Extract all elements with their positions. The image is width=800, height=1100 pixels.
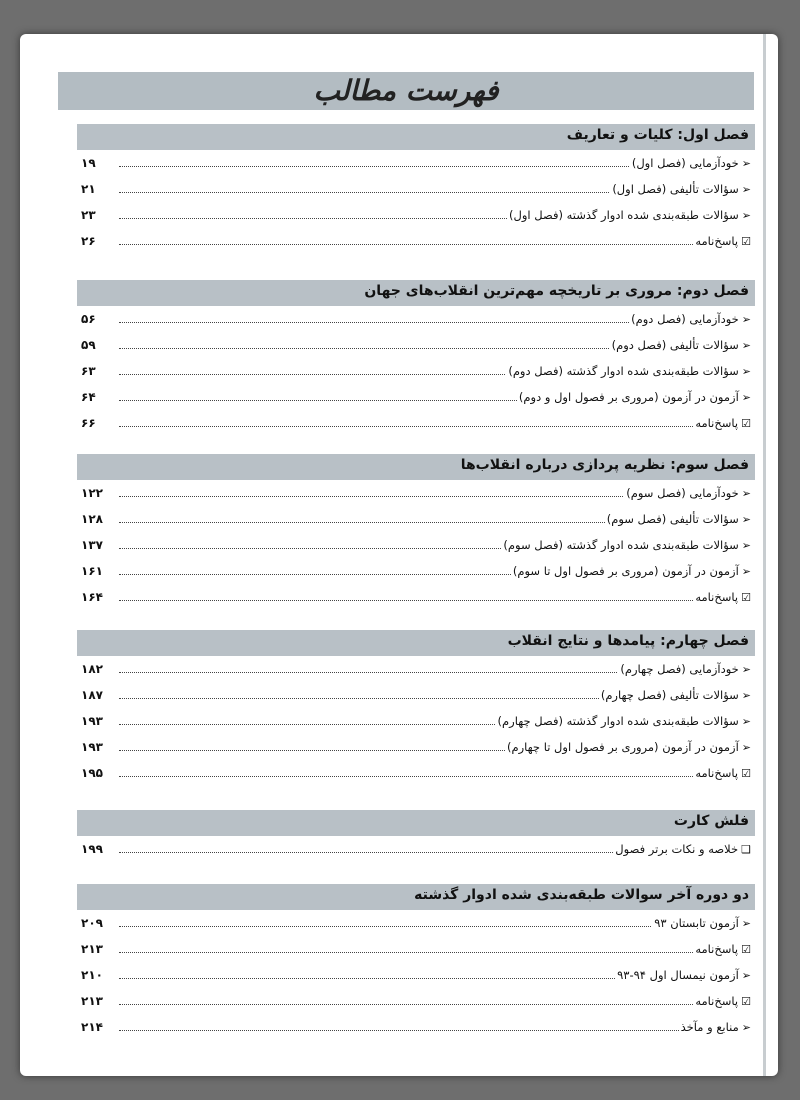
arrow-bullet-icon: ➢ xyxy=(741,339,751,352)
toc-entry-lead xyxy=(496,714,751,728)
toc-entry-lead xyxy=(652,916,751,930)
page-number: ۲۱ xyxy=(81,182,96,196)
toc-entry-label: سؤالات تألیفی (فصل سوم) xyxy=(606,512,739,526)
toc-entries xyxy=(77,480,755,610)
toc-entry[interactable] xyxy=(77,332,755,358)
arrow-bullet-icon: ➢ xyxy=(741,663,751,676)
toc-entry-label: پاسخ‌نامه xyxy=(695,416,739,430)
checkbox-checked-icon: ☑ xyxy=(741,943,751,956)
section-heading-band xyxy=(77,810,755,836)
arrow-bullet-icon: ➢ xyxy=(741,365,751,378)
toc-entries xyxy=(77,306,755,436)
toc-entry-lead xyxy=(517,390,751,404)
page-number: ۱۹۳ xyxy=(81,740,103,754)
toc-entry-label: پاسخ‌نامه xyxy=(695,234,739,248)
section-heading: فصل دوم: مروری بر تاریخچه مهم‌ترین انقلاب‌های جهان xyxy=(364,283,749,299)
toc-entry-lead xyxy=(629,312,751,326)
toc-entry[interactable] xyxy=(77,760,755,786)
arrow-bullet-icon: ➢ xyxy=(741,157,751,170)
toc-section xyxy=(77,454,755,610)
toc-section xyxy=(77,630,755,786)
section-heading-band xyxy=(77,630,755,656)
toc-section xyxy=(77,124,755,254)
toc-section xyxy=(77,810,755,862)
section-heading: فصل چهارم: پیامدها و نتایج انقلاب xyxy=(507,633,749,649)
arrow-bullet-icon: ➢ xyxy=(741,209,751,222)
toc-entry-lead xyxy=(624,486,751,500)
checkbox-empty-icon: ❑ xyxy=(741,843,751,856)
page-number: ۱۹۳ xyxy=(81,714,103,728)
toc-entry-label: آزمون نیمسال اول ۹۴-۹۳ xyxy=(617,968,739,982)
page-number: ۲۱۳ xyxy=(81,942,103,956)
toc-entry[interactable] xyxy=(77,176,755,202)
toc-entry-label: آزمون در آزمون (مروری بر فصول اول و دوم) xyxy=(518,390,739,404)
toc-entry[interactable] xyxy=(77,584,755,610)
page-number: ۲۱۰ xyxy=(81,968,103,982)
title-band xyxy=(58,72,754,110)
toc-entry-label: سؤالات طبقه‌بندی شده ادوار گذشته (فصل سوم) xyxy=(503,538,739,552)
toc-entries xyxy=(77,656,755,786)
toc-entry-lead xyxy=(613,842,751,856)
page-number: ۱۹۵ xyxy=(81,766,103,780)
section-heading: دو دوره آخر سوالات طبقه‌بندی شده ادوار گذشته xyxy=(414,887,749,903)
toc-entries xyxy=(77,150,755,254)
arrow-bullet-icon: ➢ xyxy=(741,715,751,728)
page-number: ۲۰۹ xyxy=(81,916,103,930)
page-title: فهرست مطالب xyxy=(313,74,499,107)
toc-entry-label: سؤالات طبقه‌بندی شده ادوار گذشته (فصل چهارم) xyxy=(497,714,739,728)
dot-leader xyxy=(119,244,751,245)
toc-entry[interactable] xyxy=(77,306,755,332)
toc-entry-lead xyxy=(693,234,751,248)
toc-entry-label: خودآزمایی (فصل چهارم) xyxy=(620,662,739,676)
toc-entry[interactable] xyxy=(77,656,755,682)
toc-entry-label: منابع و مآخذ xyxy=(680,1020,739,1034)
toc-entry-lead xyxy=(679,1020,751,1034)
toc-entry[interactable] xyxy=(77,682,755,708)
dot-leader xyxy=(119,952,751,953)
arrow-bullet-icon: ➢ xyxy=(741,313,751,326)
toc-entry[interactable] xyxy=(77,910,755,936)
toc-page xyxy=(20,34,778,1076)
section-heading: فصل اول: کلیات و تعاریف xyxy=(566,127,749,143)
toc-entry-label: خلاصه و نکات برتر فصول xyxy=(615,842,739,856)
section-heading-band xyxy=(77,884,755,910)
dot-leader xyxy=(119,776,751,777)
toc-entry-lead xyxy=(610,338,751,352)
toc-entry-lead xyxy=(599,688,751,702)
arrow-bullet-icon: ➢ xyxy=(741,741,751,754)
toc-entry-label: سؤالات طبقه‌بندی شده ادوار گذشته (فصل دوم) xyxy=(508,364,739,378)
checkbox-checked-icon: ☑ xyxy=(741,235,751,248)
dot-leader xyxy=(119,1004,751,1005)
toc-entry-lead xyxy=(505,740,751,754)
arrow-bullet-icon: ➢ xyxy=(741,183,751,196)
toc-entry-lead xyxy=(693,942,751,956)
toc-entry-lead xyxy=(511,564,751,578)
page-number: ۱۹ xyxy=(81,156,96,170)
page-edge-rule xyxy=(763,34,766,1076)
toc-entry-lead xyxy=(610,182,751,196)
toc-entry-lead xyxy=(618,662,751,676)
toc-entry[interactable] xyxy=(77,480,755,506)
toc-section xyxy=(77,884,755,1040)
toc-entry[interactable] xyxy=(77,410,755,436)
section-heading-band xyxy=(77,124,755,150)
page-number: ۲۱۴ xyxy=(81,1020,103,1034)
checkbox-checked-icon: ☑ xyxy=(741,591,751,604)
toc-entry-label: آزمون در آزمون (مروری بر فصول اول تا چهارم) xyxy=(506,740,739,754)
toc-entry-lead xyxy=(501,538,751,552)
toc-entry[interactable] xyxy=(77,228,755,254)
page-number: ۲۱۳ xyxy=(81,994,103,1008)
page-number: ۱۳۷ xyxy=(81,538,103,552)
toc-entry[interactable] xyxy=(77,150,755,176)
toc-entry-lead xyxy=(693,416,751,430)
toc-entry-label: سؤالات تألیفی (فصل اول) xyxy=(612,182,739,196)
page-number: ۵۹ xyxy=(81,338,96,352)
toc-entry-label: پاسخ‌نامه xyxy=(695,942,739,956)
toc-entry-lead xyxy=(630,156,751,170)
checkbox-checked-icon: ☑ xyxy=(741,417,751,430)
toc-entry-label: سؤالات طبقه‌بندی شده ادوار گذشته (فصل اول) xyxy=(509,208,739,222)
toc-entry-lead xyxy=(506,364,751,378)
toc-entry[interactable] xyxy=(77,202,755,228)
toc-entry[interactable] xyxy=(77,836,755,862)
page-number: ۱۸۲ xyxy=(81,662,103,676)
page-number: ۵۶ xyxy=(81,312,96,326)
dot-leader xyxy=(119,426,751,427)
page-number: ۲۳ xyxy=(81,208,96,222)
toc-entry-label: خودآزمایی (فصل اول) xyxy=(631,156,739,170)
arrow-bullet-icon: ➢ xyxy=(741,689,751,702)
toc-entry-lead xyxy=(615,968,751,982)
toc-entry-label: خودآزمایی (فصل سوم) xyxy=(626,486,739,500)
toc-entry[interactable] xyxy=(77,734,755,760)
section-heading: فصل سوم: نظریه پردازی درباره انقلاب‌ها xyxy=(460,457,749,473)
toc-entries xyxy=(77,910,755,1040)
page-number: ۱۲۲ xyxy=(81,486,103,500)
toc-entry[interactable] xyxy=(77,708,755,734)
arrow-bullet-icon: ➢ xyxy=(741,565,751,578)
section-heading-band xyxy=(77,454,755,480)
toc-entry-lead xyxy=(693,766,751,780)
page-number: ۲۶ xyxy=(81,234,96,248)
toc-entry[interactable] xyxy=(77,936,755,962)
toc-entries xyxy=(77,836,755,862)
toc-entry-lead xyxy=(693,994,751,1008)
page-number: ۶۶ xyxy=(81,416,96,430)
toc-entry-lead xyxy=(605,512,751,526)
page-number: ۶۴ xyxy=(81,390,96,404)
arrow-bullet-icon: ➢ xyxy=(741,917,751,930)
toc-entry-lead xyxy=(693,590,751,604)
toc-entry-label: خودآزمایی (فصل دوم) xyxy=(631,312,739,326)
toc-entry-label: سؤالات تألیفی (فصل چهارم) xyxy=(600,688,739,702)
arrow-bullet-icon: ➢ xyxy=(741,487,751,500)
page-number: ۱۲۸ xyxy=(81,512,103,526)
toc-entry-lead xyxy=(507,208,751,222)
toc-entry-label: پاسخ‌نامه xyxy=(695,994,739,1008)
toc-entry-label: پاسخ‌نامه xyxy=(695,766,739,780)
page-number: ۱۹۹ xyxy=(81,842,103,856)
toc-entry[interactable] xyxy=(77,558,755,584)
toc-entry-label: آزمون تابستان ۹۳ xyxy=(654,916,739,930)
toc-entry[interactable] xyxy=(77,506,755,532)
toc-entry-label: آزمون در آزمون (مروری بر فصول اول تا سوم) xyxy=(512,564,739,578)
toc-entry[interactable] xyxy=(77,384,755,410)
arrow-bullet-icon: ➢ xyxy=(741,969,751,982)
toc-entry[interactable] xyxy=(77,988,755,1014)
toc-entry-label: پاسخ‌نامه xyxy=(695,590,739,604)
page-number: ۱۶۴ xyxy=(81,590,103,604)
toc-entry-label: سؤالات تألیفی (فصل دوم) xyxy=(611,338,739,352)
arrow-bullet-icon: ➢ xyxy=(741,1021,751,1034)
dot-leader xyxy=(119,1030,751,1031)
section-heading-band xyxy=(77,280,755,306)
arrow-bullet-icon: ➢ xyxy=(741,513,751,526)
checkbox-checked-icon: ☑ xyxy=(741,995,751,1008)
toc-entry[interactable] xyxy=(77,532,755,558)
arrow-bullet-icon: ➢ xyxy=(741,391,751,404)
toc-entry[interactable] xyxy=(77,962,755,988)
checkbox-checked-icon: ☑ xyxy=(741,767,751,780)
toc-section xyxy=(77,280,755,436)
page-number: ۶۳ xyxy=(81,364,96,378)
toc-entry[interactable] xyxy=(77,1014,755,1040)
page-number: ۱۶۱ xyxy=(81,564,103,578)
toc-entry[interactable] xyxy=(77,358,755,384)
section-heading: فلش کارت xyxy=(673,813,749,829)
dot-leader xyxy=(119,600,751,601)
arrow-bullet-icon: ➢ xyxy=(741,539,751,552)
page-number: ۱۸۷ xyxy=(81,688,103,702)
